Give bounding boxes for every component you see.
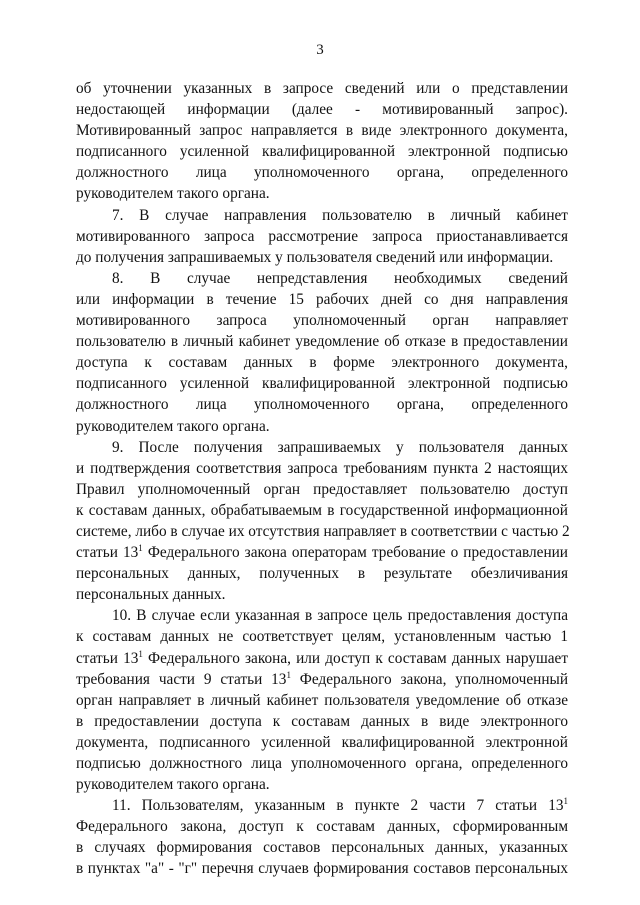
text-line <box>76 669 568 690</box>
text-line: руководителем такого органа. <box>76 185 270 203</box>
text-line: подписью должностного лица уполномоченного органа, определенного <box>76 755 568 772</box>
text-line: 8. В случае непредставления необходимых сведений <box>112 269 568 287</box>
paragraph <box>76 205 568 268</box>
paragraph <box>76 795 568 879</box>
text-line: пользователю в личный кабинет уведомление об отказе в предоставлении <box>76 333 568 351</box>
paragraph <box>76 78 568 205</box>
text-line: 7. В случае направления пользователю в личный кабинет <box>112 206 568 224</box>
text-line: в предоставлении доступа к составам данных в виде электронного <box>76 712 568 730</box>
text-line: в случаях формирования составов персональных данных, указанных <box>76 839 568 857</box>
paragraph <box>76 605 568 795</box>
page-number: 3 <box>316 42 324 58</box>
text-line: доступа к составам данных в форме электронного документа, <box>76 354 568 372</box>
text-line: к составам данных не соответствует целям, установленным частью 1 <box>76 628 568 646</box>
text-segment: Федерального закона, или доступ к составам данных нарушает <box>142 649 569 667</box>
text-segment: 11. Пользователям, указанным в пункте 2 части 7 статьи 13 <box>112 797 564 815</box>
text-line: мотивированного запроса рассмотрение запроса приостанавливается <box>76 227 568 245</box>
text-line: системе, либо в случае их отсутствия направляет в соответствии с частью 2 <box>76 522 570 540</box>
text-line: орган направляет в личный кабинет пользователя уведомление об отказе <box>76 691 568 709</box>
paragraph <box>76 437 568 606</box>
text-line: должностного лица уполномоченного органа, определенного <box>76 396 568 414</box>
text-segment: Федерального закона операторам требование о предоставлении <box>142 544 568 562</box>
text-line: персональных данных, полученных в результате обезличивания <box>76 565 568 583</box>
text-line: к составам данных, обрабатываемым в государственной информационной <box>76 501 568 519</box>
text-line <box>76 542 568 563</box>
text-segment: Федерального закона, уполномоченный <box>290 670 568 688</box>
text-line: мотивированного запроса уполномоченный орган направляет <box>76 312 568 330</box>
superscript: 1 <box>563 796 568 807</box>
text-line: руководителем такого органа. <box>76 417 270 435</box>
superscript: 1 <box>286 669 291 680</box>
text-line <box>76 648 568 669</box>
text-line: документа, подписанного усиленной квалифицированной электронной <box>76 733 568 751</box>
text-line: или информации в течение 15 рабочих дней со дня направления <box>76 290 568 308</box>
text-segment: статьи 13 <box>76 544 139 562</box>
text-line: и подтверждения соответствия запроса требованиям пункта 2 настоящих <box>76 459 568 477</box>
text-line: руководителем такого органа. <box>76 776 270 794</box>
text-line: в пунктах "а" - "г" перечня случаев формирования составов персональных <box>76 860 568 878</box>
superscript: 1 <box>138 648 143 659</box>
text-segment: статьи 13 <box>76 649 139 667</box>
text-line <box>76 795 568 816</box>
text-segment: требования части 9 статьи 13 <box>76 670 287 688</box>
text-line: Правил уполномоченный орган предоставляет пользователю доступ <box>76 480 568 498</box>
text-line: до получения запрашиваемых у пользователя сведений или информации. <box>76 248 554 266</box>
text-line: недостающей информации (далее - мотивированный запрос). <box>76 101 568 119</box>
text-line: Мотивированный запрос направляется в виде электронного документа, <box>76 122 568 140</box>
superscript: 1 <box>138 543 143 554</box>
text-line: подписанного усиленной квалифицированной электронной подписью <box>76 143 568 161</box>
text-line: 10. В случае если указанная в запросе цель предоставления доступа <box>112 607 568 625</box>
text-line: 9. После получения запрашиваемых у пользователя данных <box>112 438 568 456</box>
text-line: Федерального закона, доступ к составам данных, сформированным <box>76 818 568 836</box>
text-line: персональных данных. <box>76 586 226 604</box>
paragraph <box>76 268 568 437</box>
document-body <box>76 78 568 880</box>
text-line: должностного лица уполномоченного органа, определенного <box>76 164 568 182</box>
text-line: подписанного усиленной квалифицированной электронной подписью <box>76 375 568 393</box>
text-line: об уточнении указанных в запросе сведений или о представлении <box>76 80 568 97</box>
